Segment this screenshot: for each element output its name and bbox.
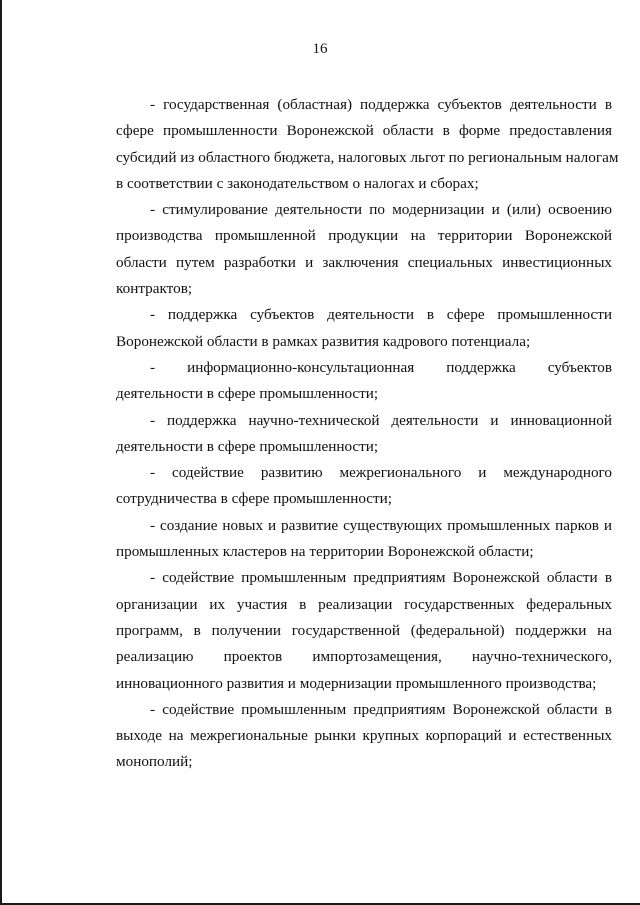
- paragraph-line: сфере промышленности Воронежской области в форме предоставления: [116, 122, 612, 140]
- list-item-paragraph: [116, 408, 612, 461]
- list-item-paragraph: [116, 302, 612, 355]
- paragraph-line: промышленных кластеров на территории Воронежской области;: [116, 543, 534, 561]
- paragraph-line: - содействие промышленным предприятиям Воронежской области в: [150, 569, 612, 587]
- paragraph-line: субсидий из областного бюджета, налоговых льгот по региональным налогам: [116, 148, 619, 166]
- paragraph-line: Воронежской области в рамках развития кадрового потенциала;: [116, 332, 531, 350]
- paragraph-line: - создание новых и развитие существующих промышленных парков и: [150, 516, 612, 534]
- paragraph-line: программ, в получении государственной (федеральной) поддержки на: [116, 621, 612, 639]
- paragraph-line: области путем разработки и заключения специальных инвестиционных: [116, 253, 612, 271]
- paragraph-line: - поддержка научно-технической деятельности и инновационной: [150, 411, 612, 429]
- paragraph-line: - информационно-консультационная поддержка субъектов: [150, 358, 612, 376]
- document-body: [116, 92, 619, 776]
- paragraph-line: - государственная (областная) поддержка субъектов деятельности в: [150, 96, 612, 113]
- paragraph-line: выходе на межрегиональные рынки крупных корпораций и естественных: [116, 727, 612, 745]
- paragraph-line: - содействие промышленным предприятиям Воронежской области в: [150, 700, 612, 718]
- page-number: 16: [312, 41, 328, 57]
- paragraph-line: деятельности в сфере промышленности;: [116, 385, 379, 403]
- paragraph-line: - стимулирование деятельности по модернизации и (или) освоению: [150, 201, 612, 219]
- paragraph-line: контрактов;: [116, 280, 193, 298]
- paragraph-line: деятельности в сфере промышленности;: [116, 437, 379, 455]
- list-item-paragraph: [116, 197, 612, 302]
- paragraph-line: производства промышленной продукции на территории Воронежской: [116, 227, 612, 245]
- paragraph-line: в соответствии с законодательством о налогах и сборах;: [116, 174, 479, 192]
- paragraph-line: организации их участия в реализации государственных федеральных: [116, 595, 612, 613]
- paragraph-line: реализацию проектов импортозамещения, научно-технического,: [116, 648, 612, 666]
- paragraph-line: инновационного развития и модернизации промышленного производства;: [116, 674, 597, 692]
- list-item-paragraph: [116, 355, 612, 408]
- paragraph-line: - содействие развитию межрегионального и международного: [150, 464, 612, 482]
- list-item-paragraph: [116, 460, 612, 513]
- list-item-paragraph: [116, 697, 612, 776]
- paragraph-line: - поддержка субъектов деятельности в сфере промышленности: [150, 306, 612, 324]
- list-item-paragraph: [116, 513, 612, 566]
- paragraph-line: сотрудничества в сфере промышленности;: [116, 490, 393, 508]
- scan-edge-left: [0, 0, 2, 905]
- list-item-paragraph: [116, 92, 619, 197]
- list-item-paragraph: [116, 565, 612, 696]
- paragraph-line: монополий;: [116, 753, 193, 771]
